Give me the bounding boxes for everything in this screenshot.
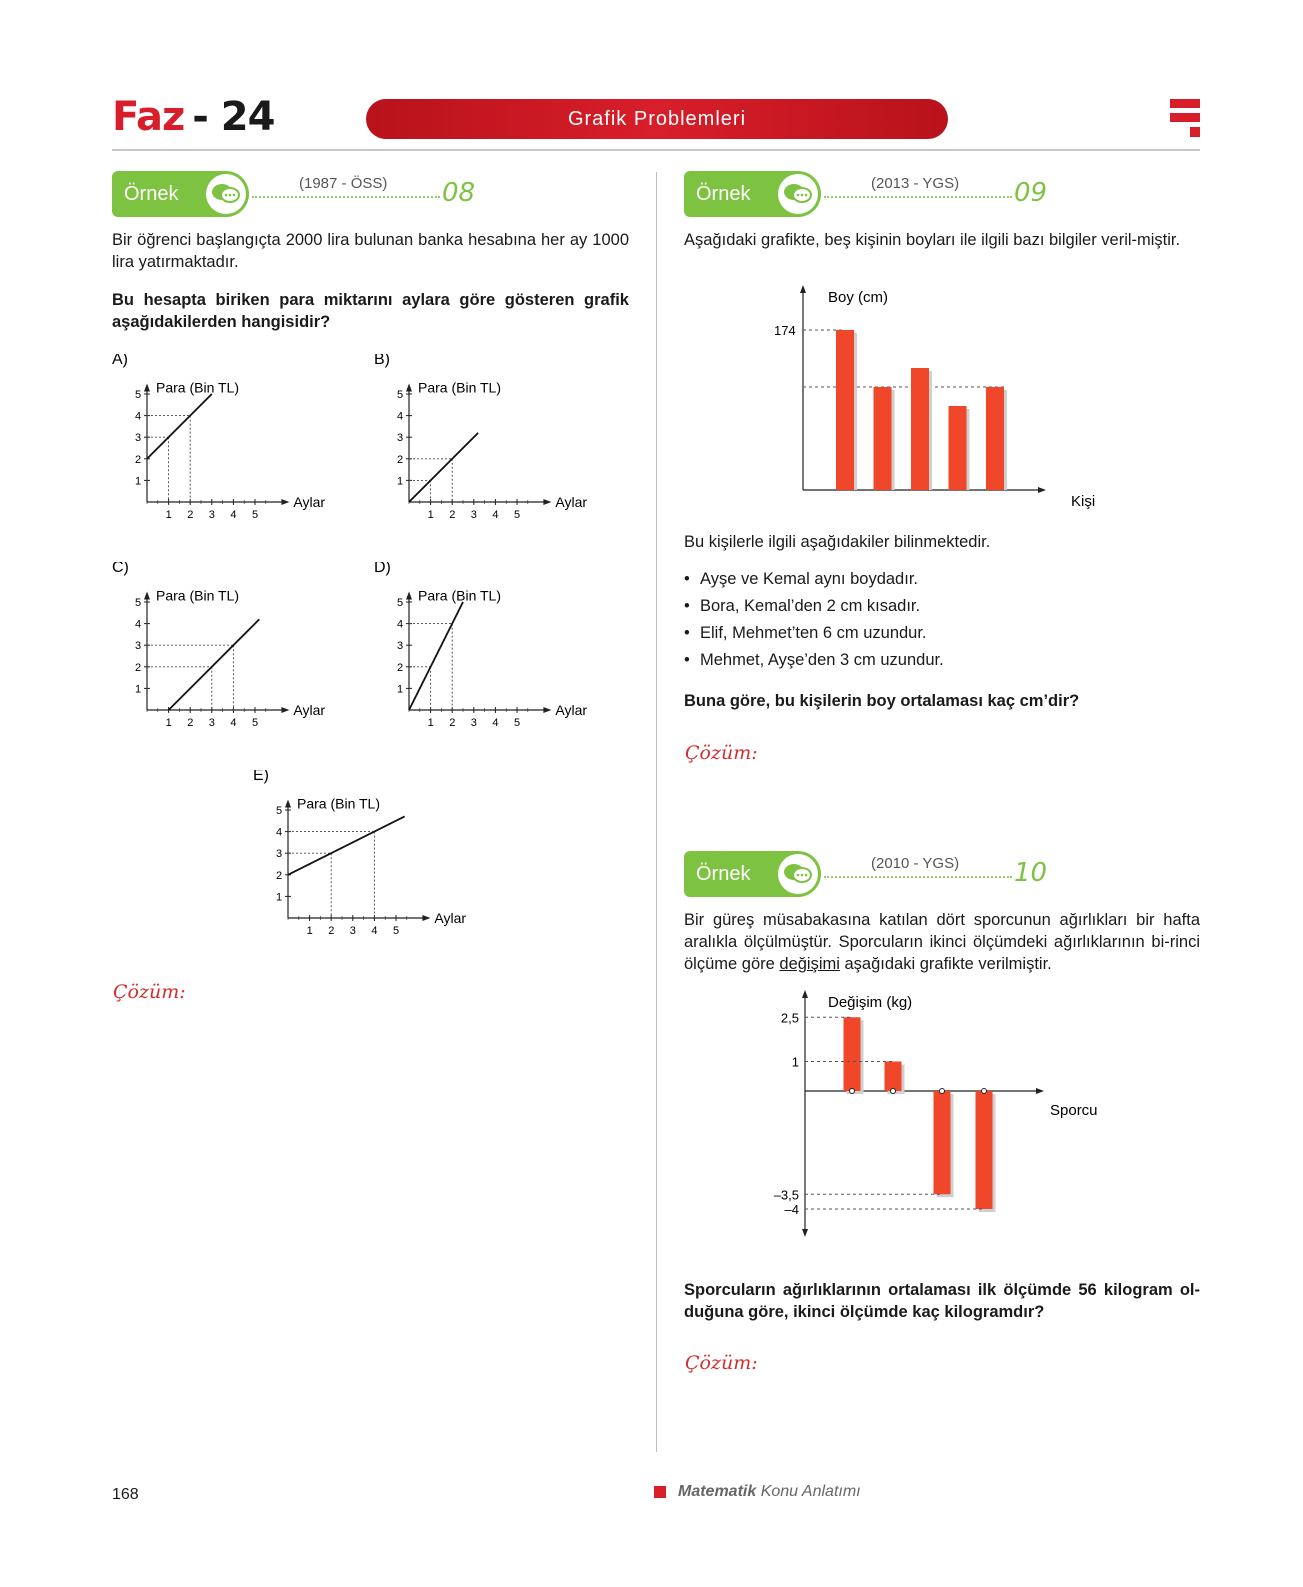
- data-line: [169, 619, 260, 710]
- x-tick-label: 4: [230, 717, 237, 729]
- data-line: [409, 602, 463, 710]
- source-08: (1987 - ÖSS): [299, 175, 388, 192]
- line-chart: [112, 562, 352, 742]
- list-item: • Bora, Kemal’den 2 cm kısadır.: [684, 593, 944, 620]
- data-line: [409, 433, 478, 502]
- x-tick-label: 1: [427, 717, 434, 729]
- ornek-label: Örnek: [124, 183, 179, 205]
- x-axis-arrow-icon: [422, 915, 430, 921]
- book-title: Matematik Konu Anlatımı: [678, 1483, 861, 1500]
- chart-xlabel: Sporcu: [1050, 1102, 1098, 1119]
- x-axis-arrow-icon: [1036, 1088, 1044, 1094]
- ornek-tag-09: [684, 171, 821, 217]
- logo: [112, 96, 274, 140]
- x-tick-label: 1: [427, 509, 434, 521]
- underlined-word: değişimi: [779, 955, 840, 973]
- y-tick-label: 5: [276, 805, 283, 817]
- y-tick-label: 4: [397, 410, 404, 423]
- y-tick-label: 1: [791, 1054, 799, 1070]
- x-tick-label: 5: [252, 509, 259, 521]
- x-tick-label: 2: [449, 717, 456, 729]
- y-axis-label: Para (Bin TL): [156, 587, 239, 604]
- question-prompt-10: Sporcuların ağırlıklarının ortalaması ilk ölçümde 56 kilogram ol-duğuna göre, ikinci ölçümde kaç kilogramdır?: [684, 1281, 1200, 1321]
- y-tick-label: 4: [397, 618, 404, 631]
- height-bar-chart: [760, 283, 1110, 513]
- y-tick-label: 1: [276, 891, 283, 904]
- x-axis-arrow-icon: [543, 707, 551, 713]
- x-tick-label: 5: [393, 925, 400, 937]
- y-tick-label: 3: [135, 640, 142, 653]
- y-tick-label: 4: [135, 410, 142, 423]
- x-tick-label: 4: [230, 509, 237, 521]
- x-tick-label: 3: [208, 717, 215, 729]
- option-b[interactable]: [374, 354, 614, 534]
- question-text-09: Aşağıdaki grafikte, beş kişinin boyları ile ilgili bazı bilgiler veril-miştir.: [684, 231, 1181, 249]
- y-tick-label: 2: [397, 453, 404, 466]
- y-tick-label: 1: [397, 475, 404, 488]
- x-tick-label: 5: [514, 717, 521, 729]
- y-tick-label: 2: [397, 661, 404, 674]
- x-axis-label: Aylar: [434, 910, 467, 926]
- logo-faz: Faz: [112, 94, 185, 140]
- y-tick-label: 2: [135, 661, 142, 674]
- y-tick-label: 1: [135, 475, 142, 488]
- bar: [934, 1091, 951, 1194]
- y-tick-label: 5: [397, 389, 404, 401]
- x-tick-label: 1: [165, 509, 172, 521]
- line-chart: [253, 770, 493, 950]
- y-tick-label: –3,5: [773, 1187, 799, 1203]
- y-tick-label: 4: [276, 826, 283, 839]
- option-label: E): [253, 770, 269, 784]
- category-point: [982, 1089, 987, 1094]
- x-tick-label: 4: [492, 717, 499, 729]
- list-item: • Elif, Mehmet’ten 6 cm uzundur.: [684, 620, 944, 647]
- y-tick-label: –4: [784, 1202, 799, 1217]
- question-prompt-08: Bu hesapta biriken para miktarını aylara göre gösteren grafik aşağıdakilerden hangisidir?: [112, 291, 629, 331]
- chat-bubbles-icon: [778, 854, 818, 894]
- y-axis-label: Para (Bin TL): [297, 795, 380, 812]
- column-divider: [656, 172, 657, 1452]
- ornek-label: Örnek: [696, 863, 751, 885]
- x-axis-label: Aylar: [555, 702, 588, 718]
- y-axis-label: Para (Bin TL): [156, 379, 239, 396]
- y-axis-arrow-icon: [800, 285, 806, 293]
- x-tick-label: 3: [470, 509, 477, 521]
- y-tick-label: 1: [135, 683, 142, 696]
- x-tick-label: 4: [371, 925, 378, 937]
- chart-xlabel: Kişi: [1071, 493, 1096, 510]
- data-line: [147, 394, 212, 459]
- y-axis-label: Para (Bin TL): [418, 379, 501, 396]
- question-prompt-09: Buna göre, bu kişilerin boy ortalaması kaç cm’dir?: [684, 692, 1080, 710]
- x-axis-arrow-icon: [281, 499, 289, 505]
- y-tick-label: 4: [135, 618, 142, 631]
- question-number-08: 08: [442, 178, 476, 208]
- weight-change-bar-chart: [760, 988, 1120, 1253]
- bar: [874, 387, 892, 490]
- category-point: [891, 1089, 896, 1094]
- x-axis-arrow-icon: [281, 707, 289, 713]
- option-c[interactable]: [112, 562, 352, 742]
- x-axis-label: Aylar: [293, 702, 326, 718]
- y-axis-arrow-icon: [144, 592, 150, 600]
- y-tick-label: 3: [397, 640, 404, 653]
- section-title: Grafik Problemleri: [366, 99, 948, 139]
- x-axis-arrow-icon: [543, 499, 551, 505]
- x-tick-label: 2: [187, 717, 194, 729]
- question-number-10: 10: [1014, 858, 1048, 888]
- y-tick-label: 5: [135, 389, 142, 401]
- data-line: [288, 816, 405, 874]
- cozum-09: Çözüm:: [685, 742, 758, 764]
- x-tick-label: 2: [328, 925, 335, 937]
- bar: [976, 1091, 993, 1209]
- x-axis-arrow-icon: [1038, 487, 1046, 493]
- y-axis-arrow-icon: [285, 800, 291, 808]
- x-tick-label: 1: [165, 717, 172, 729]
- y-axis-arrow-icon: [406, 384, 412, 392]
- question-text-10: Bir güreş müsabakasına katılan dört sporcunun ağırlıkları bir hafta aralıkla ölçülmüştür. Sporcuların ikinci ölçümdeki ağırlıklarının bi-rinci ölçüme göre değişimi aşağıdaki grafikte verilmiştir.: [684, 911, 1200, 973]
- list-item: • Ayşe ve Kemal aynı boydadır.: [684, 566, 944, 593]
- y-axis-arrow-icon: [144, 384, 150, 392]
- y-tick-label: 3: [276, 848, 283, 861]
- x-tick-label: 5: [514, 509, 521, 521]
- cozum-10: Çözüm:: [685, 1352, 758, 1374]
- bar: [949, 406, 967, 490]
- category-point: [940, 1089, 945, 1094]
- chart-ylabel: Değişim (kg): [828, 994, 913, 1011]
- facts-list: [684, 566, 944, 674]
- line-chart: [374, 562, 614, 742]
- footer-square-icon: [654, 1486, 666, 1498]
- x-tick-label: 2: [187, 509, 194, 521]
- y-axis-arrow-icon: [802, 1229, 808, 1237]
- y-tick-label: 3: [397, 432, 404, 445]
- header-divider: [112, 149, 1200, 151]
- logo-number: - 24: [192, 94, 275, 140]
- y-tick-label: 5: [397, 597, 404, 609]
- y-axis-arrow-icon: [802, 990, 808, 998]
- page-number: 168: [112, 1486, 139, 1503]
- option-label: B): [374, 354, 390, 368]
- x-tick-label: 4: [492, 509, 499, 521]
- x-tick-label: 5: [252, 717, 259, 729]
- x-tick-label: 3: [470, 717, 477, 729]
- list-item: • Mehmet, Ayşe’den 3 cm uzundur.: [684, 647, 944, 674]
- y-axis-arrow-icon: [406, 592, 412, 600]
- ornek-tag-08: [112, 171, 249, 217]
- option-e[interactable]: [253, 770, 493, 950]
- x-axis-label: Aylar: [555, 494, 588, 510]
- ornek-tag-10: [684, 851, 821, 897]
- line-chart: [112, 354, 352, 534]
- ornek-label: Örnek: [696, 183, 751, 205]
- corner-mark-icon: [1170, 99, 1200, 141]
- x-tick-label: 2: [449, 509, 456, 521]
- y-tick-label: 3: [135, 432, 142, 445]
- chat-bubbles-icon: [778, 174, 818, 214]
- bar: [986, 387, 1004, 490]
- y-axis-label: Para (Bin TL): [418, 587, 501, 604]
- option-label: D): [374, 562, 391, 576]
- x-tick-label: 1: [306, 925, 313, 937]
- question-text-08: Bir öğrenci başlangıçta 2000 lira bulunan banka hesabına her ay 1000 lira yatırmaktadır.: [112, 231, 629, 271]
- x-axis-label: Aylar: [293, 494, 326, 510]
- source-09: (2013 - YGS): [871, 175, 960, 192]
- y-tick-label: 2,5: [780, 1010, 799, 1026]
- option-label: C): [112, 562, 129, 576]
- line-chart: [374, 354, 614, 534]
- option-a[interactable]: [112, 354, 352, 534]
- option-d[interactable]: [374, 562, 614, 742]
- x-tick-label: 3: [208, 509, 215, 521]
- y-tick-label: 2: [135, 453, 142, 466]
- question-number-09: 09: [1014, 178, 1048, 208]
- chart-ylabel: Boy (cm): [828, 289, 888, 306]
- source-10: (2010 - YGS): [871, 855, 960, 872]
- y-tick-label: 1: [397, 683, 404, 696]
- bar: [836, 330, 854, 490]
- y-tick-label: 2: [276, 869, 283, 882]
- chat-bubbles-icon: [206, 174, 246, 214]
- option-label: A): [112, 354, 128, 368]
- bar: [844, 1017, 861, 1091]
- y-tick-label: 174: [774, 323, 796, 338]
- x-tick-label: 3: [349, 925, 356, 937]
- known-intro: Bu kişilerle ilgili aşağıdakiler bilinmektedir.: [684, 533, 991, 551]
- cozum-08: Çözüm:: [113, 981, 186, 1003]
- bar: [911, 368, 929, 490]
- y-tick-label: 5: [135, 597, 142, 609]
- category-point: [850, 1089, 855, 1094]
- bar: [885, 1062, 902, 1092]
